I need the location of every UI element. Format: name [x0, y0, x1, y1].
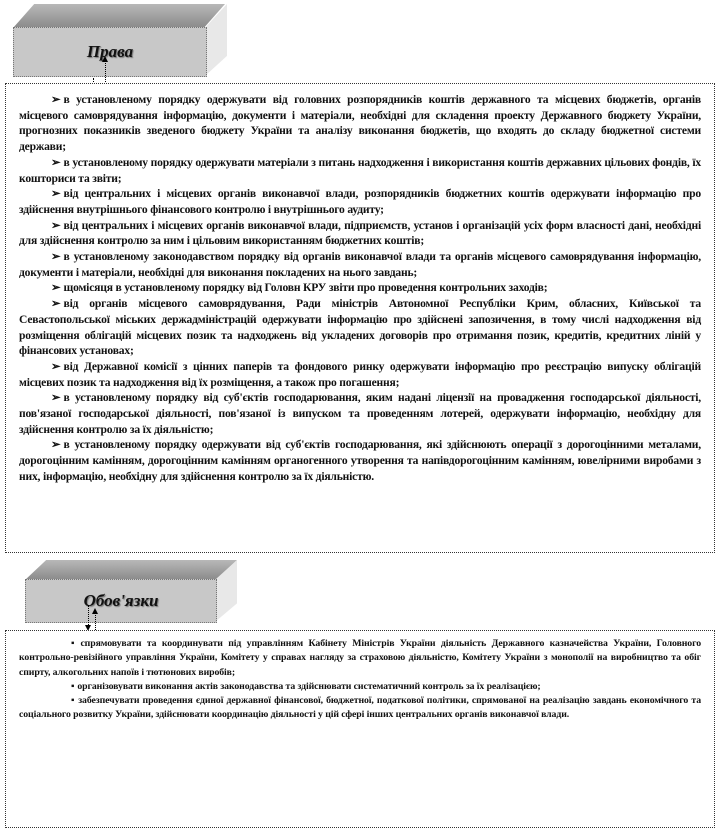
arrow-down: [88, 605, 89, 627]
arrow-up: [95, 612, 96, 630]
duties-title: Обов'язки: [25, 579, 217, 623]
arrow-bullet-icon: ➢: [51, 250, 61, 264]
arrow-bullet-icon: ➢: [51, 218, 61, 232]
rights-title: Права: [13, 27, 207, 77]
rights-item: ➢ від центральних і місцевих органів виконавчої влади, розпорядників бюджетних коштів одержувати інформацію про здійснення внутрішнього фінансового контролю і внутрішнього аудиту;: [19, 187, 701, 216]
duties-item: ▪ спрямовувати та координувати під управлінням Кабінету Міністрів України діяльність Державного казначейства України, Головного контрольно-ревізійного управління України, Комітету у справах нагляду за страховою діяльністю, Комітету України з монополії на виробництво та обіг спирту, алкогольних напоїв і тютюнових виробів;: [19, 638, 702, 678]
square-bullet-icon: ▪: [71, 638, 78, 649]
arrow-bullet-icon: ➢: [51, 297, 61, 311]
square-bullet-icon: ▪: [71, 695, 76, 707]
rights-item: ➢ від Державної комісії з цінних паперів та фондового ринку одержувати інформацію про реєстрацію випуску облігацій місцевих позик та надходження від їх розміщення, а також про погашення;: [19, 359, 701, 389]
rights-item: ➢ в установленому порядку одержувати від головних розпорядників коштів державного та місцевих бюджетів, органів місцевого самоврядування інформацію, документи і матеріали, необхідні для складення проекту Державного бюджету України, прогнозних показників зведеного бюджету України та аналізу виконання бюджетів, що входять до складу бюджетної системи держави;: [19, 93, 701, 154]
rights-item: ➢ в установленому порядку від суб'єктів господарювання, яким надані ліцензії на провадження господарської діяльності, пов'язаної господарської діяльності, пов'язаної із випуском та проведенням лотерей, одержувати інформацію, необхідну для здійснення контролю за їх діяльністю;: [19, 391, 701, 436]
arrow-up: [105, 60, 106, 82]
arrow-bullet-icon: ➢: [51, 438, 61, 452]
rights-item: ➢ в установленому порядку одержувати від суб'єктів господарювання, які здійснюють операції з дорогоцінними металами, дорогоцінним камінням, дорогоцінним камінням органогенного утворення та напівдорогоцінним камінням, ювелірними виробами з них, інформацію, необхідну для здійснення контролю за їх діяльністю.: [19, 438, 701, 483]
duties-item: ▪ організовувати виконання актів законодавства та здійснювати систематичний контроль за їх реалізацією;: [71, 680, 541, 692]
arrow-bullet-icon: ➢: [51, 359, 61, 373]
arrow-bullet-icon: ➢: [51, 93, 61, 106]
rights-item: ➢ в установленому законодавством порядку від органів виконавчої влади та органів місцевого самоврядування інформацію, документи і матеріали, необхідні для виконання покладених на нього завдань;: [19, 250, 701, 279]
rights-item: ➢ в установленому порядку одержувати матеріали з питань надходження і використання коштів державних цільових фондів, їх кошториси та звіти;: [19, 155, 701, 185]
rights-item: ➢ від органів місцевого самоврядування, Ради міністрів Автономної Республіки Крим, обласних, Київської та Севастопольської міських держадміністрацій одержувати інформацію про здійснені запозичення, в тому числі надходження від розміщення облігацій місцевих позик та надходжень від укладених договорів про отримання позик, кредитів, кредитних ліній у фінансових установах;: [19, 297, 701, 358]
rights-item: ➢ від центральних і місцевих органів виконавчої влади, підприємств, установ і організацій усіх форм власності дані, необхідні для здійснення контролю за ним і цільовим використанням бюджетних коштів;: [19, 218, 701, 248]
arrow-bullet-icon: ➢: [51, 281, 61, 295]
arrow-bullet-icon: ➢: [51, 391, 61, 405]
duties-list: [5, 630, 715, 828]
arrow-bullet-icon: ➢: [51, 155, 61, 169]
duties-item: ▪ забезпечувати проведення єдиної державної фінансової, бюджетної, податкової політики, спрямованої на реалізацію завдань економічного та соціального розвитку України, здійснювати координацію діяльності у цій сфері інших центральних органів виконавчої влади.: [19, 695, 701, 721]
rights-item: ➢ щомісяця в установленому порядку від Головн КРУ звіти про проведення контрольних заходів;: [51, 281, 548, 295]
rights-list: [5, 83, 715, 553]
arrow-bullet-icon: ➢: [51, 187, 61, 201]
square-bullet-icon: ▪: [71, 680, 75, 692]
